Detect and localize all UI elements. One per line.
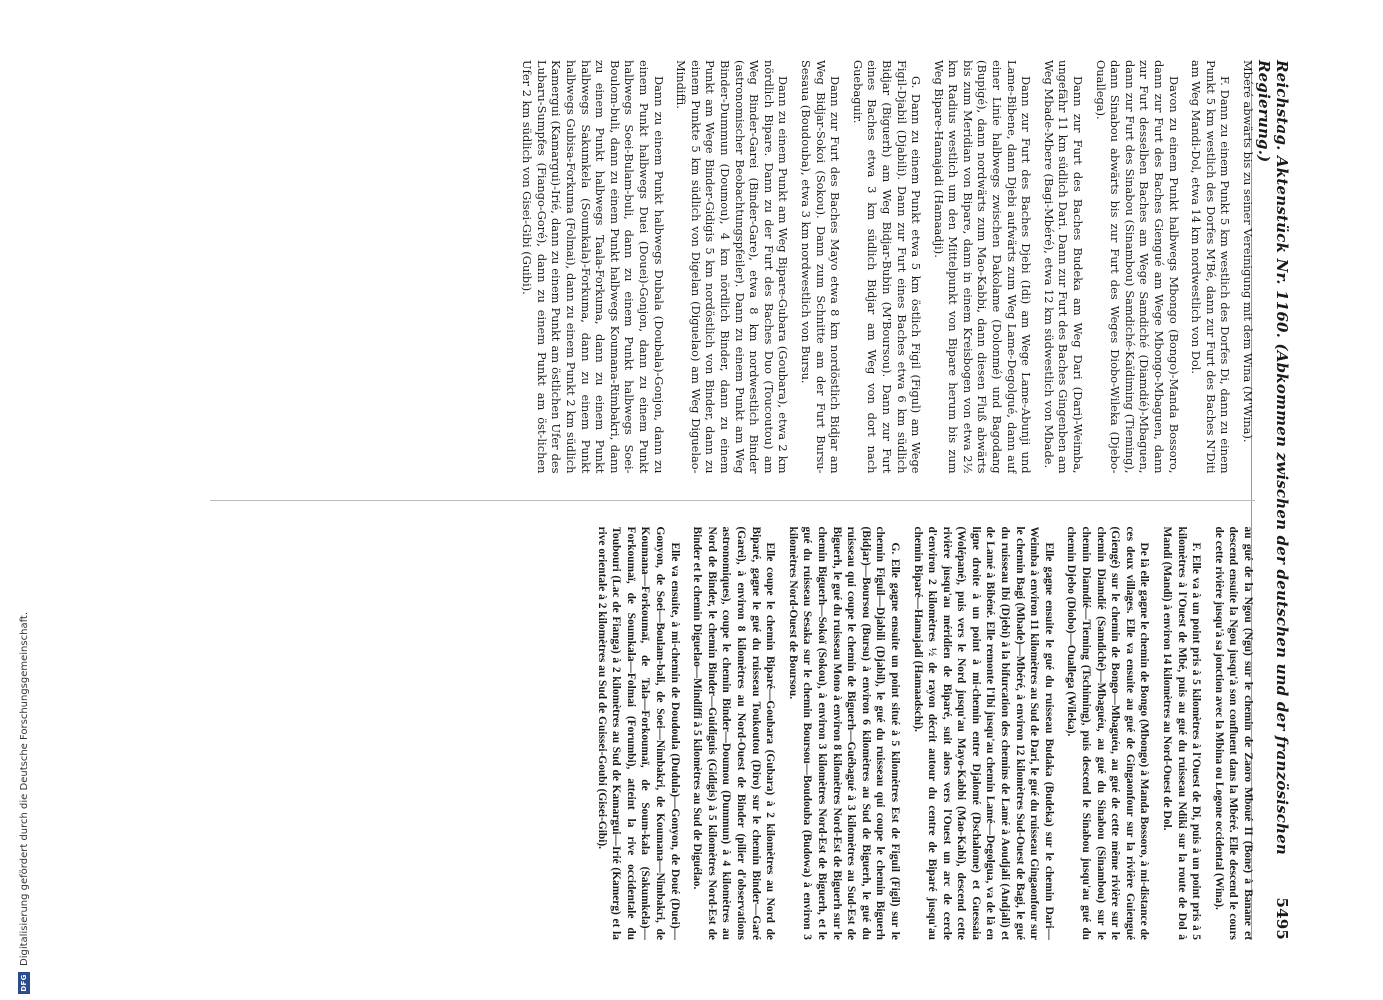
paragraph: au gué de la Ngou (Ngu) sur le chemin de Zaoro Mboué II (Bone) à Banane et descend ensuite la Ngou jusqu'à son confluent dans la Mbéré. Elle descend le cours de cette rivière jusqu'à sa jonction avec la Mbina ou Logone occidental (Wina). [1212,526,1254,940]
french-column [210,527,1255,941]
page-number: 5495 [1273,897,1291,940]
paragraph: F. Elle va à un point pris à 5 kilomètres à l'Ouest de Di, puis à un point pris à 5 kilomètres à l'Ouest de Mbé, puis au gué du ruisseau Ndiki sur la route de Dol à Mandi (Mandi) à environ 14 kilomètres au Nord-Ouest de Dol. [1161,526,1203,940]
digitization-footer [0,0,40,1000]
german-column [210,60,1255,474]
paragraph: G. Dann zu einem Punkt etwa 5 km östlich Figil (Figul) am Wege Figil-Djabil (Djabili). Dann zur Furt eines Baches etwa 6 km südlich Bidjar (Biguerh) am Weg Bidjar-Bubin (M'Boursou). Dann zur Furt eines Baches etwa 3 km südlich Bidjar am Weg von dort nach Guebaguir. [850,60,924,474]
dfg-logo-icon: DFG [18,972,30,994]
paragraph: Dann zu einem Punkt halbwegs Dubala (Doubala)-Gonjon, dann zu einem Punkt halbwegs Duei (Douei)-Gonjon, dann zu einem Punkt halbwegs Soei-Bulam-buli, dann zu einem Punkt halbwegs Soei-Boulom-buli, dann zu einem Punkt halbwegs Koumana-Rimbakri, dann zu einem Punkt halbwegs Taala-Forkuma, dann zu einem Punkt halbwegs Sakumkela (Soumkala)-Forkuma, dann zu einem Punkt halbwegs Gubisa-Forkuma (Folmai), dann zu einem Punkt 2 km südlich Kamergui (Kamargui)-Irié, dann zu einem Punkt am östlichen Ufer des Lubaru-Sumpfes (Fiango-Goré), dann zu einem Punkt am öst-lichen Ufer 2 km südlich von Gisei-Gibi (Guibi). [520,60,666,474]
paragraph: Dann zur Furt des Baches Mayo etwa 8 km nordöstlich Bidjar am Weg Bidjar-Sokoi (Sokou). Dann zum Schnitte am der Furt Bursu-Sesaua (Boudouba), etwa 3 km nordwestlich von Bursu. [798,60,843,474]
paragraph: G. Elle gagne ensuite un point situé à 5 kilomètres Est de Figuil (Figil) sur le chemin Figuil—Djabili (Djabil), le gué du ruisseau qui coupe le chemin Biguerh (Bidjar)—Boursou (Bursu) à environ 6 kilomètres au Sud de Biguerh, le gué du ruisseau qui coupe le chemin de Biguerh—Guébagué à 3 kilomètres au Sud-Est de Biguerh, le gué du ruisseau Mono à environ 8 kilomètres Nord-Est de Biguerh sur le chemin Biguerh—Sokoï (Sokou), à environ 3 kilomètres Nord-Est de Biguerh, et le gué du ruisseau Sesaka sur le chemin Boursou—Boudouba (Budowa) à environ 3 kilomètres Nord-Ouest de Boursou. [786,526,901,940]
paragraph: Mbéré abwärts bis zu seiner Vereinigung mit dem Wina (M'Wina). [1241,60,1255,443]
paragraph: Dann zur Furt des Baches Budeka am Weg Dari (Dari)-Weimba, ungefähr 11 km südlich Dari. Dann zur Furt des Baches Gingenben am Weg Mbade-Mbere (Bagi-Mbéré), etwa 12 km südwestlich von Mbade. [1041,60,1086,474]
header-title: Reichstag. Aktenstück Nr. 1160. (Abkommen zwischen der deutschen und der französischen Regierung.) [1255,60,1291,856]
paragraph: De là elle gagne le chemin de Bongo (Mbongo) à Manda Bossoro, à mi-distance de ces deux villages. Elle va ensuite au gué de Gingaonfour sur la rivière Guiengué (Giengé) sur le chemin de Bongo—Mbaguéu, au gué de cette même rivière sur le chemin Diamdié (Samdiché)—Mbaguéu, au gué du Sinabou (Sinambou) sur le chemin Diamdié—Tieming (Tschiming), puis descend le Sinabou jusqu'au gué du chemin Djebo (Diobo)—Ouallega (Wileka). [1065,526,1151,940]
text-columns [210,60,1255,940]
paragraph: Dann zu einem Punkt am Weg Bipare-Gubara (Goubara), etwa 2 km nördlich Bipare. Dann zu der Furt des Baches Duo (Toucoutou) am Weg Binder-Garei (Binder-Gare), etwa 8 km nordwestlich Binder (astronomischer Beobachtungspfeiler). Dann zu einem Punkt am Weg Binder-Dummun (Doumou), 4 km nördlich Binder, dann zu einem Punkt am Wege Binder-Gidigis 5 km nordöstlich von Binder, dann zu einem Punkte 5 km südlich von Digelan (Diguelao) am Weg Diguelao-Mindiffi. [674,60,791,474]
paragraph: Dann zur Furt des Baches Djebi (Idi) am Wege Lame-Abunji und Lame-Bibene, dann Djebi aufwärts zum Weg Lame-Degolgué, dann auf einer Linie halbwegs zwischen Dakolame (Dolonmé) und Bagodang (Bupigé), dann nordwärts zum Mao-Kabbi, dann diesen Fluß abwärts bis zum Meridian von Bipare, dann in einem Kreisbogen von etwa 2½ km Radius westlich um den Mittelpunkt von Bipare herum bis zum Weg Bipare-Hamajadi (Hamaadji). [931,60,1034,474]
paragraph: Elle va ensuite, à mi-chemin de Doudoula (Dudula)—Gonyon, de Doué (Duei)—Gonyon, de Soei—Boulam-bali, de Soei—Nimbakri, de Koumana—Nimbakri, de Koumana—Forkoumaï, de Tala—Forkoumaï, de Soum-kala (Sakumkela)—Forkoumaï, de Soumkala—Folmai (Forumbi), atteint la rive occidentale du Toubouri (Lac de Fianga) à 2 kilomètres au Sud de Kamargui—Irié (Kamerg) et la rive orientale à 2 kilomètres au Sud de Guissei-Goubi (Gisei-Gibi). [595,526,681,940]
paragraph: Davon zu einem Punkt halbwegs Mbongo (Bongo)-Manda Bossoro, dann zur Furt des Baches Giengué am Wege Mbongo-Mbaguen, dann zur Furt desselben Baches am Wege Samdiché (Diamdié)-Mbaguen, dann zur Furt des Sinabou (Sinambou) Samdiché-Kaïdiming (Tieming), dann Sinabou abwärts bis zur Furt des Weges Diobo-Wileka (Djebo-Ouallega). [1093,60,1181,474]
paragraph: Elle gagne ensuite le gué du ruisseau Budaka (Budeka) sur le chemin Dari—Weimba à environ 11 kilomètres au Sud de Dari, le gué du ruisseau Gingaonfour sur le chemin Bagi (Mbade)—Mbéré, à environ 12 kilomètres Sud-Ouest de Bagi, le gué du ruisseau Ibi (Djebi) à la bifurcation des chemins de Lamé à Aoudjali (Andjali) et de Lamé à Bibéné. Elle remonte l'Ibi jusqu'au chemin Lamé—Degolgua, va de là en ligne droite à un point à mi-chemin entre Djalomé (Dschalome) et Guessaia (Wolépané), puis vers le Nord jusqu'au Mayo-Kabbi (Mao-Kabi), descend cette rivière jusqu'au méridien de Biparé, suit alors vers l'Ouest un arc de cercle d'environ 2 kilomètres ½ de rayon décrit autour du centre de Biparé jusqu'au chemin Biparé—Hamajadi (Hamaadschi). [911,526,1055,940]
paragraph: F. Dann zu einem Punkt 5 km westlich des Dorfes Di, dann zu einem Punkt 5 km westlich des Dorfes M'Bé, dann zur Furt des Baches N'Diti am Weg Mandi-Dol, etwa 14 km nordwestlich von Dol. [1189,60,1233,474]
page-header [1251,60,1291,940]
footer-credit: Digitalisierung gefördert durch die Deutsche Forschungsgemeinschaft. [18,611,30,966]
column-divider [210,500,1255,501]
paragraph: Elle coupe le chemin Biparé—Goubara (Gubara) à 2 kilomètres au Nord de Biparé, gagne le gué du ruisseau Toukoutou (Diro) sur le chemin Binder—Garé (Garei), à environ 8 kilomètres au Nord-Ouest de Binder (pilier d'observations astronomiques), coupe le chemin Binder—Doumou (Dummun) à 4 kilomètres au Nord de Binder, le chemin Binder—Guidiguis (Gidigis) à 5 kilomètres Nord-Est de Binder et le chemin Diguelao—Mindiffi à 5 kilomètres au Sud de Diguélao. [691,526,777,940]
